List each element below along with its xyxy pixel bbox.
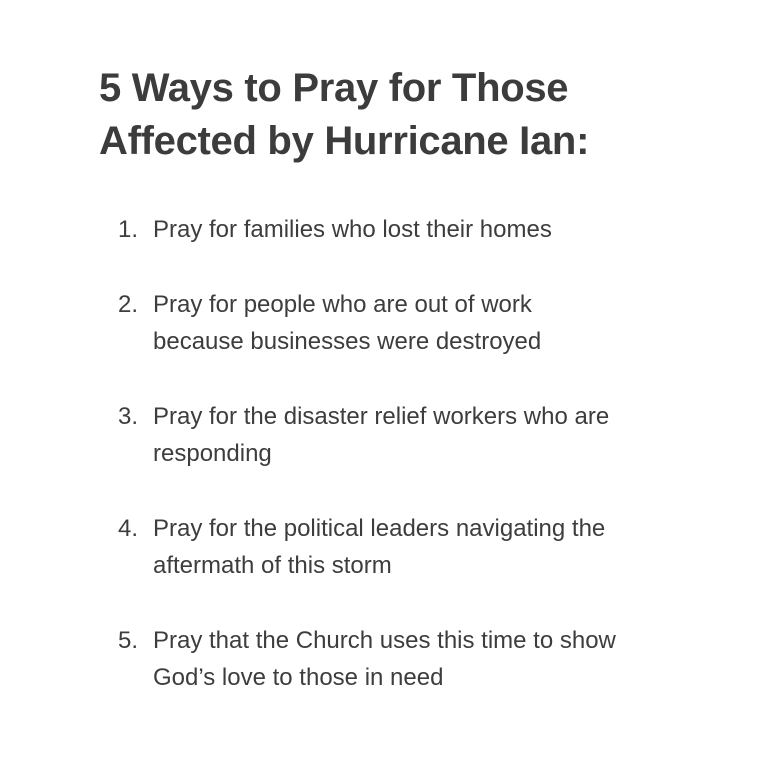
list-item-text-line: God’s love to those in need [153,664,444,691]
list-item-text [153,398,693,472]
list-item-text [153,510,693,584]
list-item-text-line: Pray for the political leaders navigating the [153,515,606,542]
list-item-text-line: because businesses were destroyed [153,328,542,355]
title-line-1: 5 Ways to Pray for Those [99,66,569,110]
list-item-text-line: responding [153,440,272,467]
title-line-2: Affected by Hurricane Ian: [99,119,590,163]
list-item-text [153,622,693,696]
list-item-number: 3. [118,403,139,430]
list-item-number: 5. [118,627,139,654]
list-item-number: 4. [118,515,139,542]
list-item-text [153,286,693,360]
page-title [99,62,719,168]
list-item-text [153,211,693,248]
list-item-text-line: Pray for the disaster relief workers who are [153,403,610,430]
list-item-text-line: Pray for people who are out of work [153,291,532,318]
list-item-number: 2. [118,291,139,318]
list-item-text-line: Pray that the Church uses this time to show [153,627,616,654]
list-item-text-line: aftermath of this storm [153,552,392,579]
list-item-number: 1. [118,216,139,243]
list-item-text-line: Pray for families who lost their homes [153,216,552,243]
